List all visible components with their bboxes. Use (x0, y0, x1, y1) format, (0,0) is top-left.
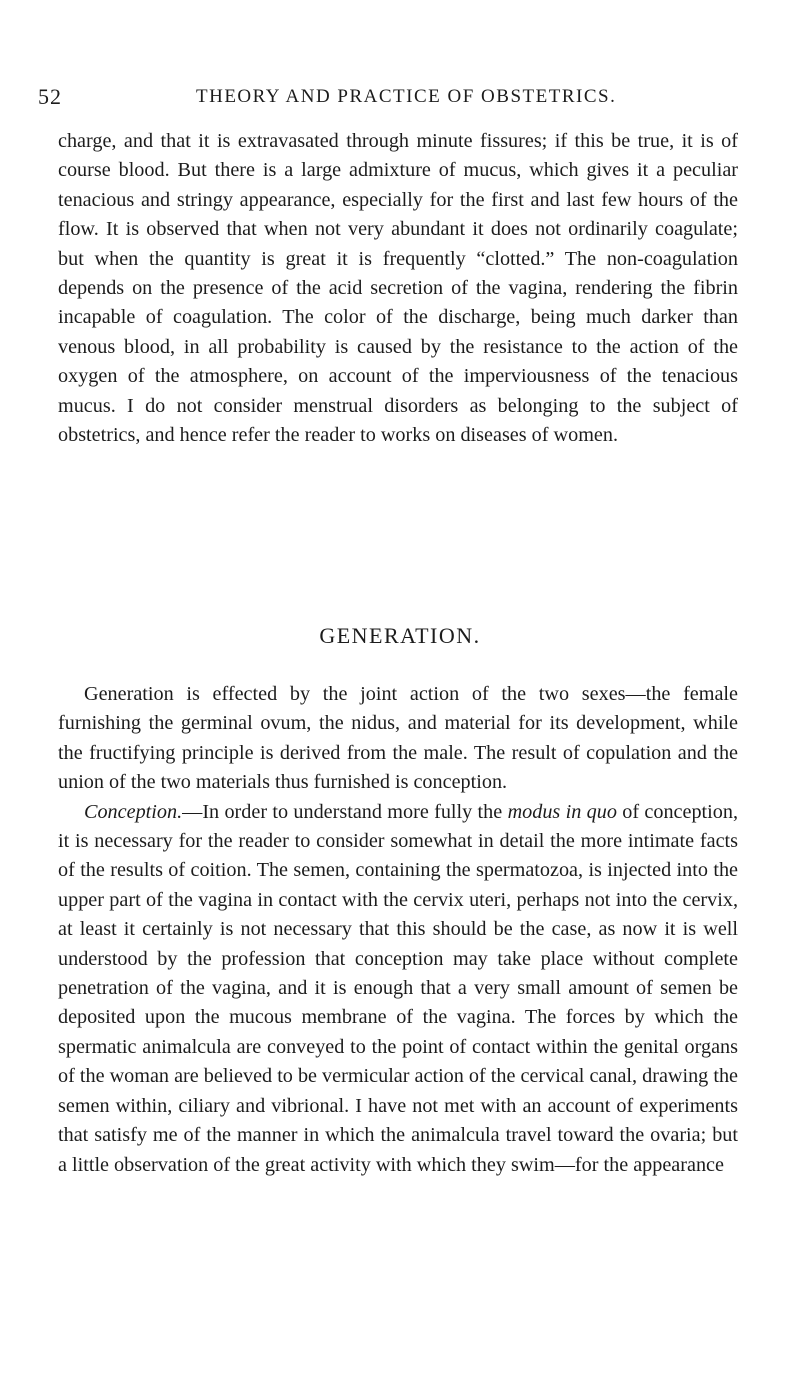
run-in-heading-conception: Conception. (84, 800, 183, 823)
paragraph-conception-text-b: of conception, it is necessary for the reader to consider somewhat in detail the more intimate facts of the results of coition. The semen, containing the spermatozoa, is injected into the upper part of the vagina in contact with the cervix uteri, perhaps not into the cervix, at least it certainly is not necessary that this should be the case, as now it is well understood by the profession that conception may take place without complete penetration of the vagina, and it is enough that a very small amount of semen be deposited upon the mucous membrane of the vagina. The forces by which the spermatic animalcula are conveyed to the point of contact within the genital organs of the woman are believed to be vermicular action of the cervical canal, drawing the semen within, ciliary and vibrional. I have not met with an account of experiments that satisfy me of the manner in which the animalcula travel toward the ovaria; but a little observation of the great activity with which they swim—for the appearance (58, 800, 739, 1176)
running-title: THEORY AND PRACTICE OF OBSTETRICS. (196, 86, 617, 107)
running-head (38, 84, 758, 110)
paragraph-conception (58, 798, 738, 1180)
paragraph-conception-text-a: —In order to understand more fully the (182, 800, 508, 823)
page-number: 52 (38, 84, 62, 109)
latin-phrase: modus in quo (507, 800, 617, 823)
paragraph-generation: Generation is effected by the joint action of the two sexes—the female furnishing the germinal ovum, the nidus, and material for its development, while the fructifying principle is derived from the male. The result of copulation and the union of the two materials thus furnished is conception. (58, 683, 738, 794)
section-heading: GENERATION. (319, 623, 481, 648)
paragraph-continuation: charge, and that it is extravasated through minute fissures; if this be true, it is of course blood. But there is a large admixture of mucus, which gives it a peculiar tenacious and stringy appearance, especially for the first and last few hours of the flow. It is observed that when not very abundant it does not ordinarily coagulate; but when the quantity is great it is frequently “clotted.” The non-coagulation depends on the presence of the acid secretion of the vagina, rendering the fibrin incapable of coagulation. The color of the discharge, being much darker than venous blood, in all probability is caused by the resistance to the action of the oxygen of the atmosphere, on account of the imperviousness of the tenacious mucus. I do not consider menstrual disorders as belonging to the subject of obstetrics, and hence refer the reader to works on diseases of women. (58, 130, 738, 447)
body-text-bottom (58, 680, 738, 1180)
body-text-top (58, 127, 738, 450)
